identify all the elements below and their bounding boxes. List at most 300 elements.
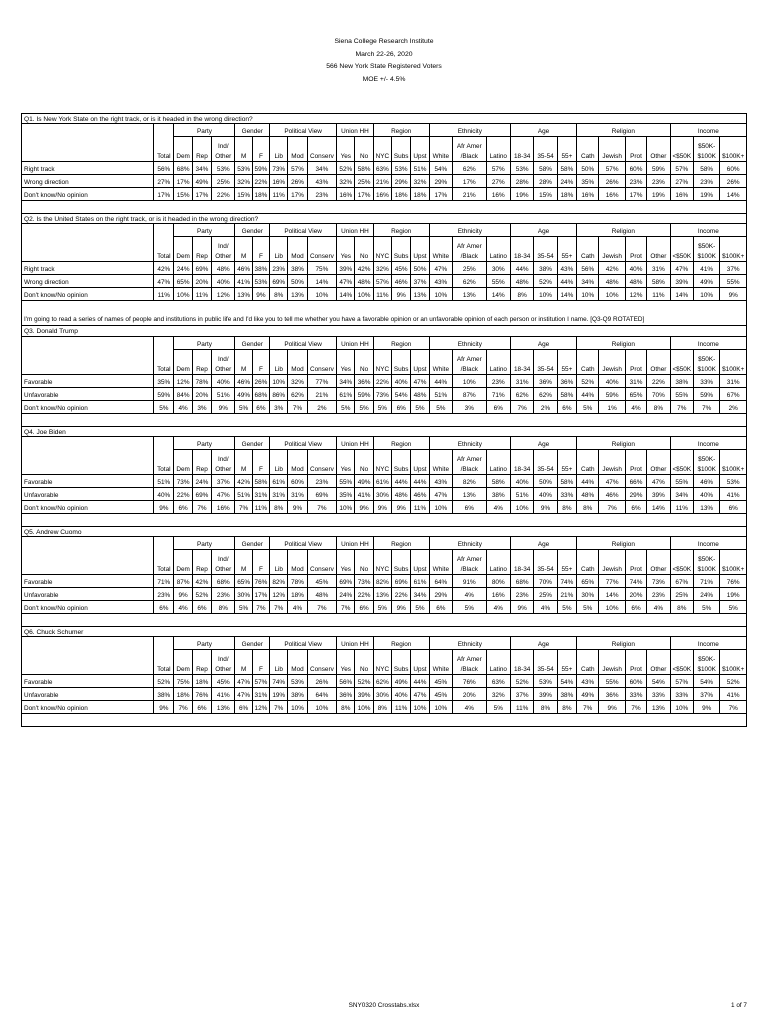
table-cell: 10%: [174, 288, 192, 301]
column-header-line: NYC: [375, 665, 390, 673]
column-header-line: Ind/: [217, 143, 229, 151]
table-cell: 37%: [510, 688, 533, 701]
table-cell: 5%: [720, 601, 747, 614]
column-header: [625, 550, 646, 575]
column-header-line: F: [258, 565, 263, 573]
column-header-line: $50K-: [698, 656, 716, 664]
table-cell: 38%: [557, 688, 576, 701]
table-cell: 4%: [534, 601, 557, 614]
column-header-line: White: [432, 152, 450, 160]
column-header-line: Other: [215, 465, 232, 473]
column-header: [373, 137, 391, 162]
column-header-line: <$50K: [672, 365, 692, 373]
table-cell: 73%: [647, 575, 670, 588]
column-header: [288, 350, 307, 375]
table-cell: 9%: [154, 501, 174, 514]
table-cell: 30%: [486, 262, 510, 275]
table-cell: 68%: [174, 162, 192, 175]
table-cell: 9%: [392, 501, 411, 514]
table-cell: 55%: [599, 675, 625, 688]
column-header-line: Other: [650, 365, 667, 373]
table-cell: 4%: [453, 588, 487, 601]
table-cell: 29%: [429, 175, 452, 188]
table-cell: 7%: [625, 701, 646, 714]
table-cell: 24%: [557, 175, 576, 188]
table-cell: 5%: [154, 401, 174, 414]
column-header-line: $50K-: [698, 356, 716, 364]
table-cell: 49%: [392, 675, 411, 688]
column-header: [577, 650, 599, 675]
block-spacer: [22, 514, 747, 527]
column-header-line: Lib: [274, 252, 283, 260]
table-cell: 47%: [235, 675, 252, 688]
table-cell: 10%: [429, 288, 452, 301]
table-cell: 26%: [288, 175, 307, 188]
column-header-line: Other: [650, 152, 667, 160]
table-cell: 40%: [599, 375, 625, 388]
column-header: [337, 450, 355, 475]
column-header: [510, 350, 533, 375]
table-cell: 75%: [174, 675, 192, 688]
column-header-line: Mod: [291, 565, 304, 573]
block-spacer: [22, 201, 747, 214]
table-cell: 29%: [625, 488, 646, 501]
header-spacer: [22, 337, 154, 350]
column-header: [212, 237, 235, 262]
table-cell: 26%: [720, 175, 747, 188]
table-cell: 9%: [355, 501, 373, 514]
column-header-line: F: [258, 465, 263, 473]
column-header: [534, 237, 557, 262]
table-cell: 40%: [693, 488, 719, 501]
column-header: [577, 450, 599, 475]
table-cell: 18%: [252, 188, 269, 201]
column-header-line: Latino: [489, 365, 507, 373]
table-cell: 15%: [174, 188, 192, 201]
row-label: Favorable: [22, 375, 154, 388]
table-cell: 62%: [453, 275, 487, 288]
table-cell: 2%: [534, 401, 557, 414]
column-header-line: Dem: [176, 365, 190, 373]
crosstab-table: [21, 337, 747, 426]
table-cell: 5%: [453, 601, 487, 614]
table-cell: 6%: [557, 401, 576, 414]
table-cell: 6%: [720, 501, 747, 514]
table-cell: 58%: [647, 275, 670, 288]
row-label: Don't know/No opinion: [22, 188, 154, 201]
table-cell: 13%: [453, 488, 487, 501]
table-cell: 4%: [174, 401, 192, 414]
column-header: [720, 450, 747, 475]
table-cell: 65%: [577, 575, 599, 588]
table-cell: 5%: [337, 401, 355, 414]
column-header: [625, 237, 646, 262]
column-header-line: Prot: [630, 252, 642, 260]
table-cell: 28%: [510, 175, 533, 188]
column-header: [337, 650, 355, 675]
column-header-line: /Black: [460, 252, 478, 260]
column-header: [337, 350, 355, 375]
table-cell: 62%: [534, 388, 557, 401]
table-cell: 7%: [288, 401, 307, 414]
column-header-line: Lib: [274, 152, 283, 160]
table-cell: 44%: [411, 475, 429, 488]
table-cell: 67%: [720, 388, 747, 401]
column-header: [510, 237, 533, 262]
column-header: [670, 237, 693, 262]
table-cell: 19%: [720, 588, 747, 601]
table-cell: 60%: [720, 162, 747, 175]
column-header: [453, 550, 487, 575]
column-header: [373, 450, 391, 475]
column-header-line: NYC: [375, 465, 390, 473]
column-header-line: $100K+: [722, 565, 745, 573]
column-group-header: Political View: [270, 437, 337, 450]
table-cell: 10%: [411, 701, 429, 714]
column-group-header: Income: [670, 537, 746, 550]
table-cell: 39%: [355, 688, 373, 701]
column-header: [429, 237, 452, 262]
table-cell: 16%: [373, 188, 391, 201]
table-cell: 80%: [486, 575, 510, 588]
column-header-line: 18-34: [513, 365, 531, 373]
table-cell: 16%: [337, 188, 355, 201]
column-group-header: Income: [670, 337, 746, 350]
column-group-header: [154, 224, 174, 237]
column-group-header: Political View: [270, 637, 337, 650]
table-cell: 15%: [534, 188, 557, 201]
table-cell: 12%: [212, 288, 235, 301]
table-cell: 12%: [270, 588, 288, 601]
column-header: [429, 650, 452, 675]
column-header: [174, 650, 192, 675]
table-cell: 16%: [577, 188, 599, 201]
table-cell: 68%: [212, 575, 235, 588]
table-row: [22, 688, 747, 701]
column-header: [577, 350, 599, 375]
table-cell: 67%: [670, 575, 693, 588]
table-cell: 65%: [235, 575, 252, 588]
column-header-line: NYC: [375, 365, 390, 373]
table-cell: 56%: [337, 675, 355, 688]
table-cell: 34%: [192, 162, 211, 175]
table-cell: 7%: [270, 601, 288, 614]
column-header: [307, 137, 336, 162]
column-header: [235, 450, 252, 475]
column-header: [625, 650, 646, 675]
table-cell: 73%: [355, 575, 373, 588]
table-cell: 19%: [647, 188, 670, 201]
table-cell: 21%: [373, 175, 391, 188]
column-header-line: Afr Amer: [456, 456, 482, 464]
column-header: [670, 550, 693, 575]
table-cell: 10%: [337, 501, 355, 514]
column-group-header: Gender: [235, 637, 270, 650]
table-cell: 44%: [411, 675, 429, 688]
column-header-line: Cath: [581, 565, 595, 573]
table-cell: 8%: [270, 501, 288, 514]
column-header-line: Lib: [274, 465, 283, 473]
table-cell: 8%: [557, 501, 576, 514]
column-header: [693, 350, 719, 375]
table-cell: 9%: [693, 701, 719, 714]
table-cell: 7%: [235, 501, 252, 514]
table-cell: 11%: [647, 288, 670, 301]
column-header-line: Total: [157, 665, 171, 673]
column-header: [693, 650, 719, 675]
table-cell: 25%: [355, 175, 373, 188]
table-cell: 35%: [337, 488, 355, 501]
table-cell: 14%: [486, 288, 510, 301]
column-header: [577, 137, 599, 162]
column-group-header: Union HH: [337, 437, 374, 450]
table-cell: 54%: [429, 162, 452, 175]
block-spacer: [22, 414, 747, 427]
table-cell: 31%: [270, 488, 288, 501]
table-cell: 59%: [154, 388, 174, 401]
row-label: Unfavorable: [22, 388, 154, 401]
table-cell: 52%: [534, 275, 557, 288]
column-header: [337, 237, 355, 262]
footer-filename: SNY0320 Crosstabs.xlsx: [348, 1002, 420, 1009]
row-label: Favorable: [22, 675, 154, 688]
column-header-line: 55+: [561, 665, 573, 673]
table-cell: 23%: [647, 588, 670, 601]
column-header: [577, 237, 599, 262]
header-spacer: [22, 124, 154, 137]
table-cell: 56%: [154, 162, 174, 175]
table-cell: 14%: [599, 588, 625, 601]
column-header-line: $100K: [697, 152, 716, 160]
column-header-line: Ind/: [217, 656, 229, 664]
table-row: [22, 601, 747, 614]
table-cell: 46%: [392, 275, 411, 288]
column-header: [670, 450, 693, 475]
table-cell: 48%: [599, 275, 625, 288]
row-label: Wrong direction: [22, 275, 154, 288]
column-header-line: Conserv: [310, 252, 334, 260]
column-header: [373, 350, 391, 375]
table-cell: 55%: [720, 275, 747, 288]
table-cell: 41%: [235, 275, 252, 288]
table-cell: 26%: [599, 175, 625, 188]
column-header: [270, 237, 288, 262]
table-cell: 48%: [307, 588, 336, 601]
column-group-header: Religion: [577, 437, 671, 450]
favorability-intro: I'm going to read a series of names of people and institutions in public life and I'd like you to tell me whether you have a favorable opinion or an unfavorable opinion of each person or institution I name. [Q3-Q9 ROTATED]: [21, 313, 747, 326]
table-cell: 10%: [670, 701, 693, 714]
column-header-line: M: [240, 565, 247, 573]
column-header: [355, 350, 373, 375]
table-cell: 22%: [212, 188, 235, 201]
column-header-line: Cath: [581, 365, 595, 373]
column-header-line: Dem: [176, 152, 190, 160]
table-cell: 20%: [192, 388, 211, 401]
table-cell: 22%: [174, 488, 192, 501]
column-header-line: Prot: [630, 665, 642, 673]
column-header: [373, 237, 391, 262]
column-header-line: Mod: [291, 252, 304, 260]
column-group-header: Age: [510, 637, 576, 650]
column-header: [392, 350, 411, 375]
table-cell: 34%: [411, 588, 429, 601]
table-cell: 8%: [212, 601, 235, 614]
column-header-line: /Black: [460, 465, 478, 473]
column-header: [557, 650, 576, 675]
column-group-header: [154, 437, 174, 450]
table-cell: 39%: [337, 262, 355, 275]
column-header-line: $50K-: [698, 556, 716, 564]
table-cell: 38%: [154, 688, 174, 701]
column-header-line: $50K-: [698, 243, 716, 251]
column-header-line: NYC: [375, 565, 390, 573]
column-header: [557, 550, 576, 575]
column-header-line: F: [258, 252, 263, 260]
column-header: [307, 550, 336, 575]
column-header-line: 35-54: [537, 365, 554, 373]
table-cell: 33%: [625, 688, 646, 701]
table-cell: 77%: [599, 575, 625, 588]
table-cell: 74%: [557, 575, 576, 588]
table-cell: 9%: [720, 288, 747, 301]
column-header: [307, 450, 336, 475]
header-spacer: [22, 450, 154, 475]
table-cell: 45%: [429, 675, 452, 688]
table-row: [22, 188, 747, 201]
table-cell: 13%: [288, 288, 307, 301]
table-cell: 25%: [453, 262, 487, 275]
table-cell: 20%: [192, 275, 211, 288]
column-header: [534, 550, 557, 575]
column-header-line: Other: [650, 252, 667, 260]
table-cell: 23%: [270, 262, 288, 275]
crosstab-table: [21, 437, 747, 526]
table-cell: 82%: [453, 475, 487, 488]
table-cell: 11%: [510, 701, 533, 714]
table-cell: 4%: [453, 701, 487, 714]
table-cell: 53%: [288, 675, 307, 688]
column-header: [288, 237, 307, 262]
table-cell: 7%: [270, 701, 288, 714]
column-group-header: Religion: [577, 124, 671, 137]
column-header-line: $100K+: [722, 252, 745, 260]
column-header: [392, 137, 411, 162]
table-cell: 40%: [154, 488, 174, 501]
table-cell: 10%: [307, 288, 336, 301]
column-header: [235, 550, 252, 575]
column-group-header: Party: [174, 437, 235, 450]
column-header-line: $100K: [697, 252, 716, 260]
table-cell: 56%: [577, 262, 599, 275]
table-cell: 70%: [534, 575, 557, 588]
table-cell: 44%: [429, 375, 452, 388]
column-header-line: Upst: [413, 665, 427, 673]
table-cell: 4%: [486, 601, 510, 614]
column-header-line: $100K+: [722, 465, 745, 473]
table-cell: 13%: [453, 288, 487, 301]
column-header-line: Yes: [340, 252, 351, 260]
table-cell: 73%: [270, 162, 288, 175]
table-cell: 50%: [411, 262, 429, 275]
table-cell: 24%: [337, 588, 355, 601]
table-cell: 52%: [192, 588, 211, 601]
table-cell: 8%: [270, 288, 288, 301]
column-group-header: Income: [670, 224, 746, 237]
table-cell: 10%: [693, 288, 719, 301]
table-cell: 15%: [235, 188, 252, 201]
table-cell: 49%: [577, 688, 599, 701]
column-header: [557, 137, 576, 162]
table-cell: 41%: [693, 262, 719, 275]
table-cell: 61%: [337, 388, 355, 401]
table-cell: 44%: [577, 475, 599, 488]
crosstab-table: [21, 637, 747, 727]
column-header-line: Rep: [196, 465, 208, 473]
table-cell: 10%: [577, 288, 599, 301]
table-cell: 40%: [212, 375, 235, 388]
table-cell: 59%: [599, 388, 625, 401]
table-cell: 59%: [252, 162, 269, 175]
table-cell: 22%: [392, 588, 411, 601]
table-cell: 9%: [392, 288, 411, 301]
table-cell: 32%: [373, 262, 391, 275]
column-header-line: Lib: [274, 565, 283, 573]
column-header: [373, 550, 391, 575]
table-cell: 5%: [355, 401, 373, 414]
column-header-line: 35-54: [537, 252, 554, 260]
table-cell: 49%: [235, 388, 252, 401]
table-cell: 18%: [411, 188, 429, 201]
table-cell: 16%: [270, 175, 288, 188]
column-group-header: Age: [510, 337, 576, 350]
table-cell: 11%: [270, 188, 288, 201]
table-cell: 33%: [647, 688, 670, 701]
crosstab-table: [21, 124, 747, 213]
column-header-line: Mod: [291, 465, 304, 473]
table-cell: 39%: [670, 275, 693, 288]
column-header: [599, 237, 625, 262]
column-group-header: Income: [670, 124, 746, 137]
table-cell: 33%: [557, 488, 576, 501]
column-header: [392, 650, 411, 675]
table-cell: 23%: [486, 375, 510, 388]
column-group-header: Region: [373, 437, 429, 450]
column-header-line: Upst: [413, 565, 427, 573]
table-cell: 62%: [288, 388, 307, 401]
table-cell: 24%: [174, 262, 192, 275]
column-group-header: Income: [670, 437, 746, 450]
table-cell: 16%: [212, 501, 235, 514]
column-header-line: Rep: [196, 365, 208, 373]
table-cell: 35%: [154, 375, 174, 388]
table-row: [22, 488, 747, 501]
column-header: [693, 137, 719, 162]
table-cell: 69%: [192, 262, 211, 275]
table-cell: 48%: [392, 488, 411, 501]
table-cell: 30%: [373, 488, 391, 501]
column-header: [154, 650, 174, 675]
column-group-header: Gender: [235, 537, 270, 550]
column-header-line: White: [432, 252, 450, 260]
column-header: [720, 237, 747, 262]
column-header: [288, 650, 307, 675]
table-cell: 60%: [625, 675, 646, 688]
column-header-line: M: [240, 665, 247, 673]
column-header-line: Conserv: [310, 365, 334, 373]
column-header: [154, 550, 174, 575]
column-header: [212, 550, 235, 575]
table-cell: 82%: [270, 575, 288, 588]
